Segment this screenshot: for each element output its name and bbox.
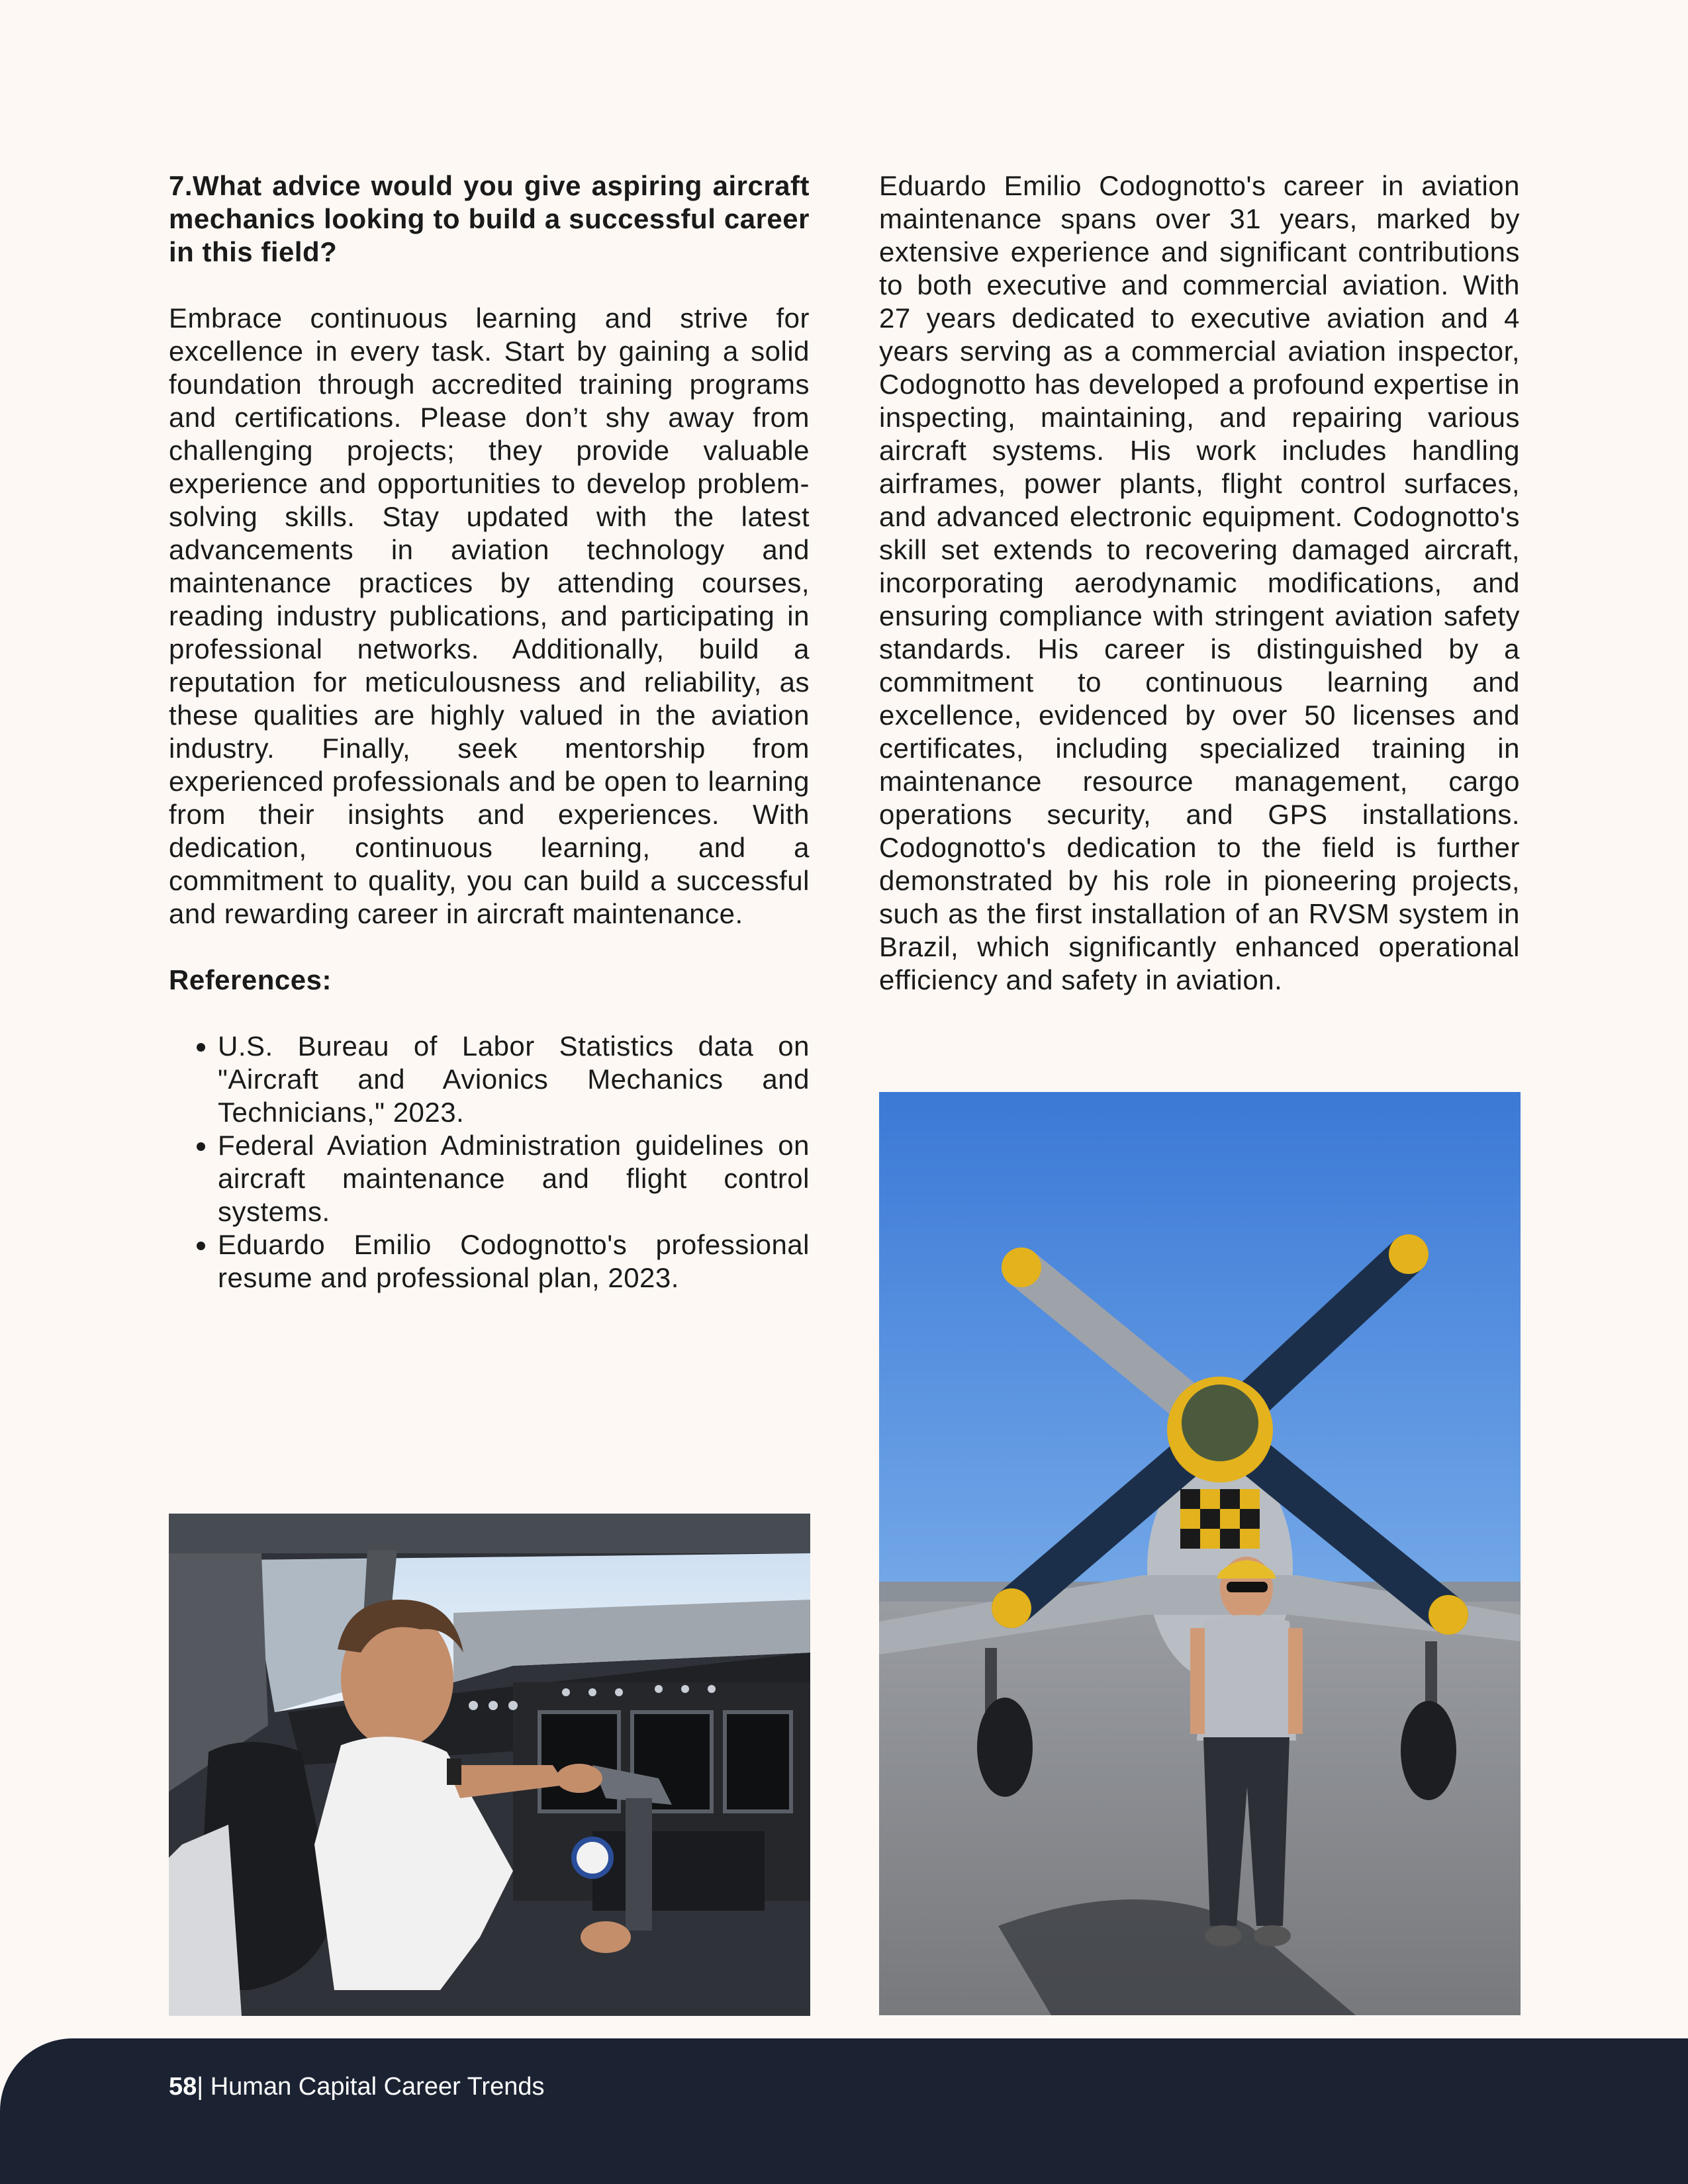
footer-bar [0,2038,1688,2184]
cockpit-photo [169,1514,810,2016]
page-number: 58 [169,2073,197,2101]
references-heading: References: [169,964,332,995]
publication-name: | Human Capital Career Trends [197,2073,545,2101]
question-heading: 7.What advice would you give aspiring aircraft mechanics looking to build a successful career in this field? [169,170,810,267]
reference-item: • U.S. Bureau of Labor Statistics data on "Aircraft and Avionics Mechanics and Technicians," 2023. [218,1030,810,1129]
airplane-photo [879,1092,1521,2015]
reference-item: • Federal Aviation Administration guidelines on aircraft maintenance and flight control systems. [218,1129,810,1228]
bio-paragraph: Eduardo Emilio Codognotto's career in aviation maintenance spans over 31 years, marked by extensive experience and significant contributions to both executive and commercial aviation. With 27 years dedicated to executive aviation and 4 years serving as a commercial aviation inspector, Codognotto has developed a profound expertise in inspecting, maintaining, and repairing various aircraft systems. His work includes handling airframes, power plants, flight control surfaces, and advanced electronic equipment. Codognotto's skill set extends to recovering damaged aircraft, incorporating aerodynamic modifications, and ensuring compliance with stringent aviation safety standards. His career is distinguished by a commitment to continuous learning and excellence, evidenced by over 50 licenses and certificates, including specialized training in maintenance resource management, cargo operations security, and GPS installations. Codognotto's dedication to the field is further demonstrated by his role in pioneering projects, such as the first installation of an RVSM system in Brazil, which significantly enhanced operational efficiency and safety in aviation. [879,170,1520,995]
footer [169,2071,545,2102]
left-column [169,169,810,1295]
answer-paragraph: Embrace continuous learning and strive for excellence in every task. Start by gaining a solid foundation through accredited training programs and certifications. Please don’t shy away from challenging projects; they provide valuable experience and opportunities to develop problem-solving skills. Stay updated with the latest advancements in aviation technology and maintenance practices by attending courses, reading industry publications, and participating in professional networks. Additionally, build a reputation for meticulousness and reliability, as these qualities are highly valued in the aviation industry. Finally, seek mentorship from experienced professionals and be open to learning from their insights and experiences. With dedication, continuous learning, and a commitment to quality, you can build a successful and rewarding career in aircraft maintenance. [169,302,810,929]
references-list [169,1030,810,1295]
right-column [879,169,1520,997]
reference-item: • Eduardo Emilio Codognotto's professional resume and professional plan, 2023. [218,1228,810,1295]
